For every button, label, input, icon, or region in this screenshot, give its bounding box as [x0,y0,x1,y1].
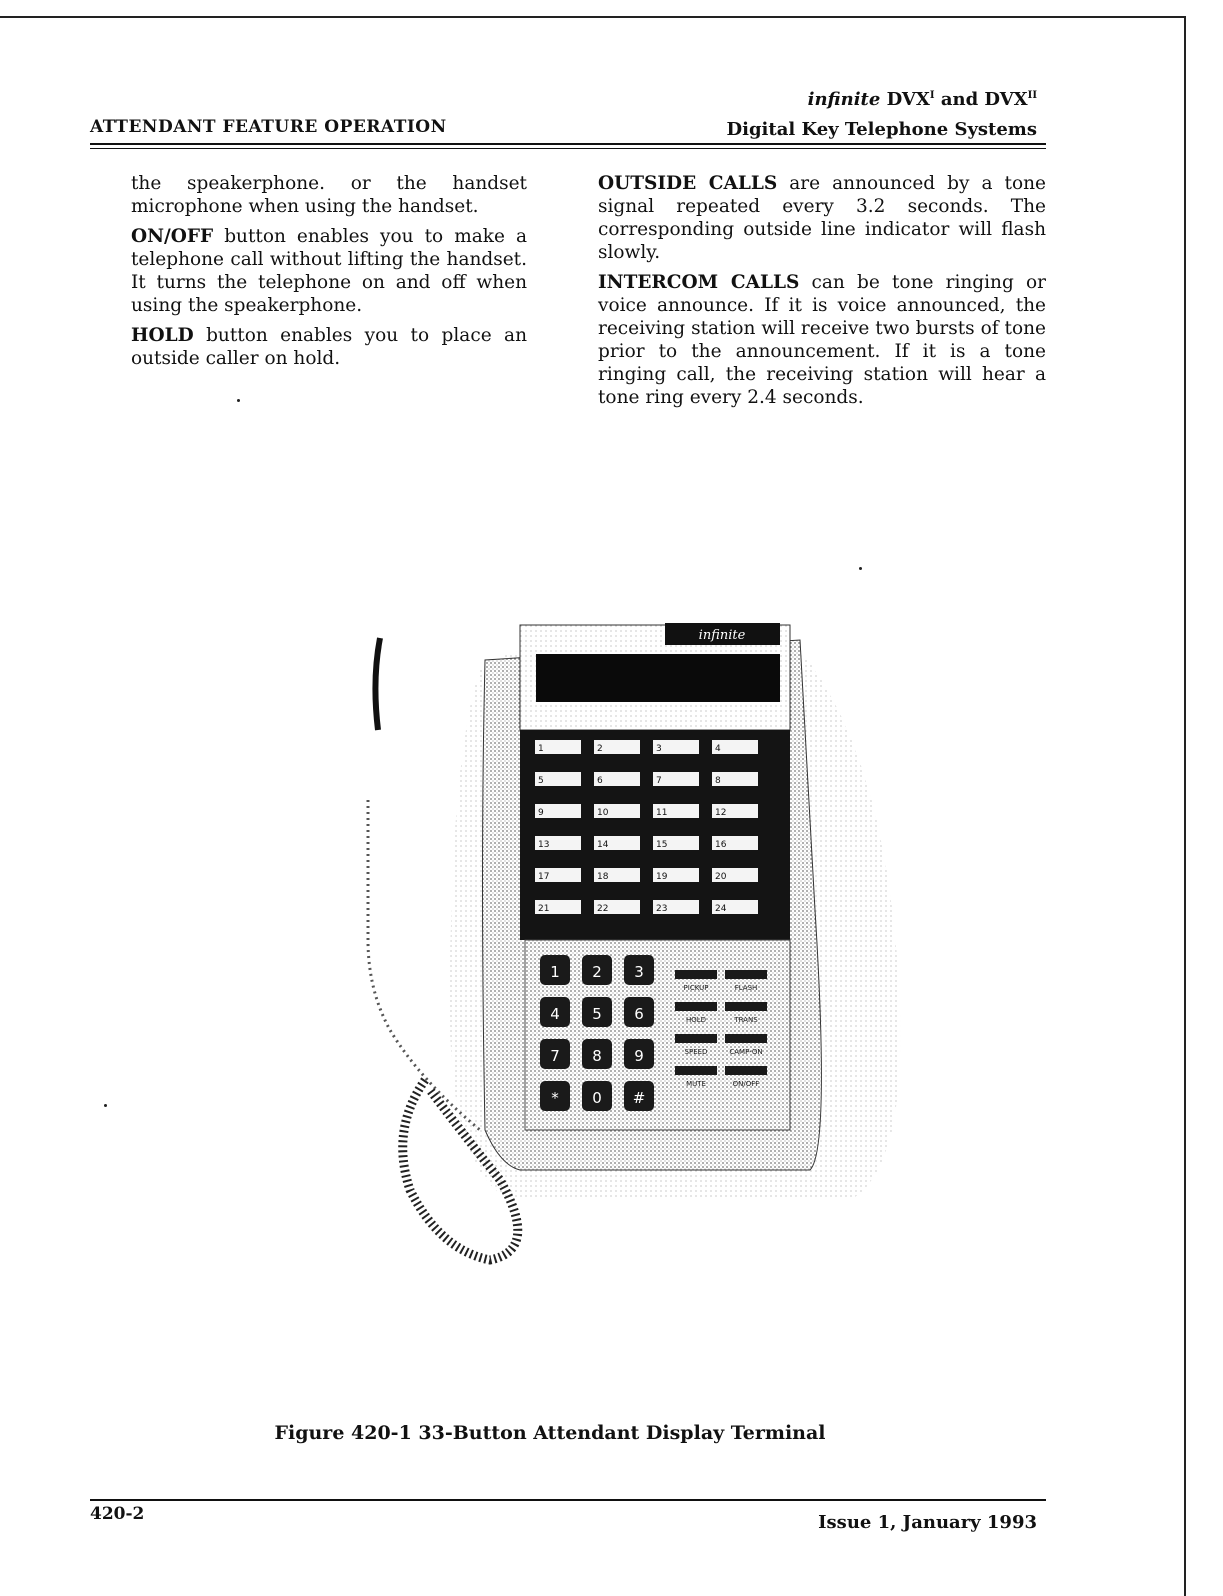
svg-text:2: 2 [597,744,603,754]
product-subtitle: Digital Key Telephone Systems [726,119,1037,140]
svg-text:TRANS: TRANS [734,1016,758,1024]
dial-key-5 [582,997,612,1027]
svg-text:FLASH: FLASH [734,984,758,992]
line-button-20 [712,868,758,882]
line-button-4 [712,740,758,754]
svg-text:8: 8 [592,1047,602,1065]
footer-rule [90,1499,1046,1501]
svg-text:3: 3 [634,963,644,981]
svg-text:13: 13 [538,840,550,850]
svg-text:PICKUP: PICKUP [683,984,709,992]
product-title [808,89,1037,110]
term-outside-calls: OUTSIDE CALLS [598,173,778,194]
svg-text:8: 8 [715,776,721,786]
line-button-6 [594,772,640,786]
line-button-1 [535,740,581,754]
svg-text:16: 16 [715,840,727,850]
svg-text:1: 1 [538,744,544,754]
line-button-15 [653,836,699,850]
svg-text:7: 7 [656,776,662,786]
svg-text:MUTE: MUTE [686,1080,706,1088]
product-dvx1: DVX [886,89,930,110]
line-button-17 [535,868,581,882]
line-button-13 [535,836,581,850]
lcd-screen [536,654,780,702]
svg-text:6: 6 [634,1005,644,1023]
speck [237,399,240,402]
paragraph-outside-calls [598,172,1046,264]
page-number: 420-2 [90,1504,145,1524]
svg-text:17: 17 [538,872,550,882]
dial-key-1 [540,955,570,985]
brand-name: infinite [807,89,881,110]
line-button-12 [712,804,758,818]
line-button-7 [653,772,699,786]
paragraph-hold [131,324,527,370]
speck [859,567,862,570]
svg-text:6: 6 [597,776,603,786]
line-button-9 [535,804,581,818]
term-on-off: ON/OFF [131,226,214,247]
dial-key-2 [582,955,612,985]
dial-key-3 [624,955,654,985]
hold-text: button enables you to place an outside caller on hold. [131,325,527,369]
svg-text:HOLD: HOLD [685,1016,707,1024]
intercom-calls-text: can be tone ringing or voice announce. If it is voice announced, the receiving station will receive two bursts of tone prior to the announcement. If it is a tone ringing call, the receiving station will hear a tone ring every 2.4 seconds. [598,272,1046,408]
svg-text:#: # [632,1089,646,1107]
svg-text:15: 15 [656,840,668,850]
product-sup2: II [1027,90,1037,101]
svg-text:14: 14 [597,840,609,850]
svg-text:SPEED: SPEED [684,1048,708,1056]
right-column [598,172,1046,416]
header-rule [90,143,1046,145]
line-button-3 [653,740,699,754]
svg-text:21: 21 [538,904,550,914]
line-button-16 [712,836,758,850]
dial-key-8 [582,1039,612,1069]
line-button-5 [535,772,581,786]
svg-text:3: 3 [656,744,662,754]
svg-text:4: 4 [715,744,721,754]
telephone-illustration [330,610,930,1310]
issue-date: Issue 1, January 1993 [818,1512,1037,1533]
paragraph-on-off [131,225,527,317]
svg-text:4: 4 [550,1005,560,1023]
product-dvx2: and DVX [940,89,1028,110]
svg-text:22: 22 [597,904,609,914]
svg-text:5: 5 [592,1005,602,1023]
header-rule-thin [90,148,1046,149]
svg-text:5: 5 [538,776,544,786]
svg-text:0: 0 [592,1089,602,1107]
line-button-19 [653,868,699,882]
line-button-22 [594,900,640,914]
line-button-10 [594,804,640,818]
svg-text:11: 11 [656,808,668,818]
figure-caption: Figure 420-1 33-Button Attendant Display Terminal [274,1422,826,1444]
svg-text:20: 20 [715,872,727,882]
line-button-14 [594,836,640,850]
svg-text:19: 19 [656,872,668,882]
dial-key-6 [624,997,654,1027]
dial-key-# [624,1081,654,1111]
line-button-23 [653,900,699,914]
line-button-2 [594,740,640,754]
paragraph-speakerphone: the speakerphone. or the handset microphone when using the handset. [131,173,527,217]
svg-text:*: * [551,1089,559,1107]
line-button-11 [653,804,699,818]
section-title: ATTENDANT FEATURE OPERATION [90,117,447,137]
dial-key-7 [540,1039,570,1069]
svg-text:18: 18 [597,872,609,882]
term-intercom-calls: INTERCOM CALLS [598,272,800,293]
product-sup1: I [929,90,935,101]
svg-text:2: 2 [592,963,602,981]
svg-text:24: 24 [715,904,727,914]
on-off-text: button enables you to make a telephone call without lifting the handset. It turns the telephone on and off when using the speakerphone. [131,226,527,316]
handset-top [375,638,380,730]
svg-text:9: 9 [538,808,544,818]
dial-key-0 [582,1081,612,1111]
line-button-24 [712,900,758,914]
line-button-21 [535,900,581,914]
svg-text:9: 9 [634,1047,644,1065]
dial-key-9 [624,1039,654,1069]
svg-text:12: 12 [715,808,727,818]
svg-text:ON/OFF: ON/OFF [732,1080,760,1088]
line-button-8 [712,772,758,786]
svg-text:1: 1 [550,963,560,981]
line-button-18 [594,868,640,882]
dial-key-4 [540,997,570,1027]
left-column [131,172,527,377]
svg-text:23: 23 [656,904,668,914]
outside-calls-text: are announced by a tone signal repeated every 3.2 seconds. The corresponding outside line indicator will flash slowly. [598,173,1046,263]
dial-key-* [540,1081,570,1111]
paragraph-intercom-calls [598,271,1046,409]
svg-text:10: 10 [597,808,609,818]
term-hold: HOLD [131,325,194,346]
brand-logo-text: infinite [698,628,746,643]
svg-text:7: 7 [550,1047,560,1065]
svg-text:CAMP-ON: CAMP-ON [729,1048,763,1056]
speck [104,1104,107,1107]
